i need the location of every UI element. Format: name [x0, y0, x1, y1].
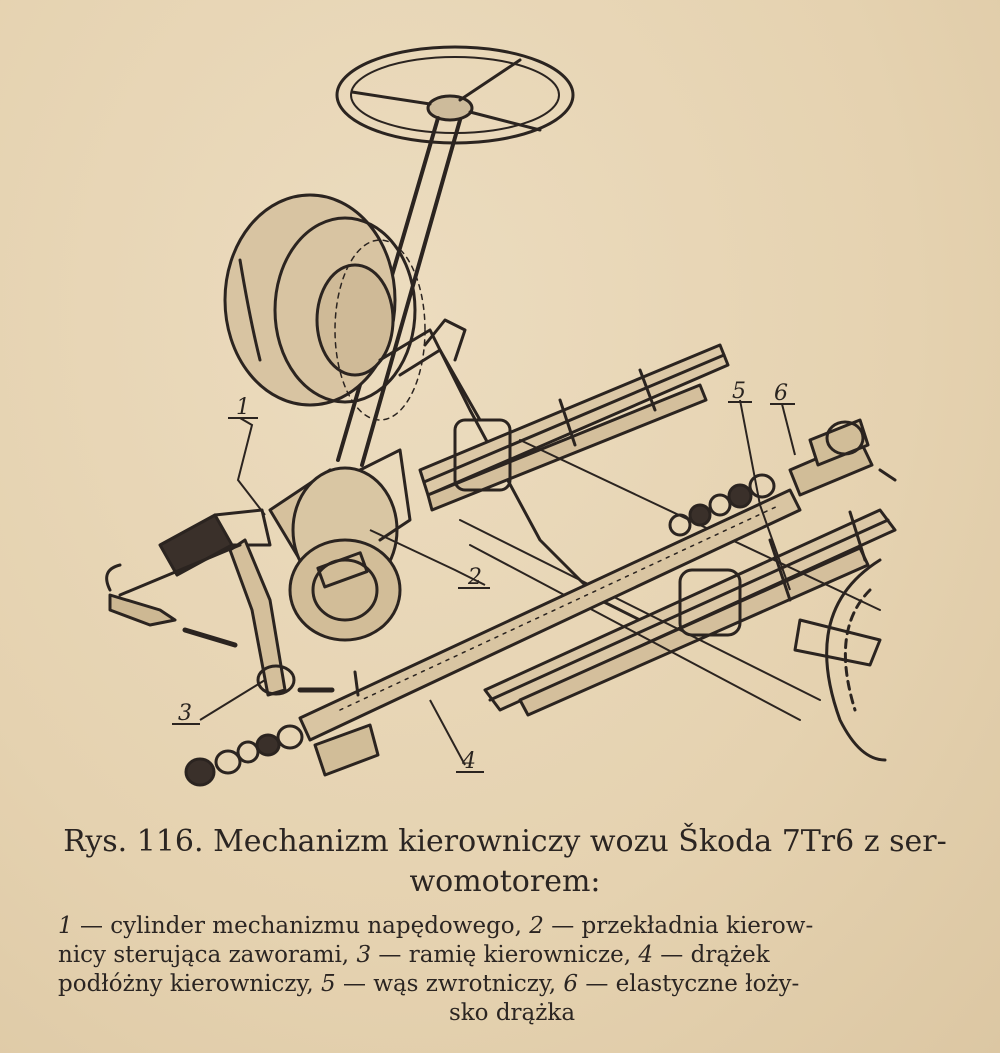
figure-caption [40, 822, 970, 902]
servo-cylinder-drawing [270, 450, 410, 640]
legend-text: sko drążka [448, 1000, 576, 1026]
steering-wheel-drawing [337, 47, 573, 143]
legend-text: — cylinder mechanizmu napędowego, [72, 913, 530, 939]
legend-text: nicy sterująca zaworami, [58, 942, 357, 968]
callout-label-6: 6 [774, 381, 788, 406]
legend-number-2: 2 [529, 913, 544, 939]
legend-number-3: 3 [356, 942, 372, 968]
legend-line-4 [58, 999, 966, 1028]
caption-line-2: womotorem: [409, 864, 601, 899]
callout-label-4: 4 [462, 749, 476, 774]
callout-label-3: 3 [178, 701, 192, 726]
callout-label-1: 1 [236, 395, 250, 420]
legend-line-2 [58, 941, 966, 970]
figure-legend [58, 912, 966, 1028]
legend-line-1 [58, 912, 966, 941]
legend-text: podłóżny kierowniczy, [58, 971, 321, 997]
pitman-arm-drawing [230, 540, 294, 695]
legend-number-5: 5 [321, 971, 336, 997]
callout-label-2: 2 [468, 565, 482, 590]
legend-number-6: 6 [563, 971, 579, 997]
leaf-spring-left-drawing [420, 345, 728, 510]
legend-text: — drążek [652, 942, 770, 968]
legend-number-1: 1 [58, 913, 73, 939]
legend-line-3 [58, 970, 966, 999]
legend-text: — elastyczne łoży- [578, 971, 800, 997]
legend-text: — wąs zwrotniczy, [335, 971, 564, 997]
callout-label-5: 5 [732, 379, 746, 404]
legend-text: — przekładnia kierow- [543, 913, 814, 939]
caption-line-1: Rys. 116. Mechanizm kierowniczy wozu Škoda 7Tr6 z ser- [63, 824, 947, 859]
legend-text: — ramię kierownicze, [371, 942, 639, 968]
legend-number-4: 4 [638, 942, 653, 968]
